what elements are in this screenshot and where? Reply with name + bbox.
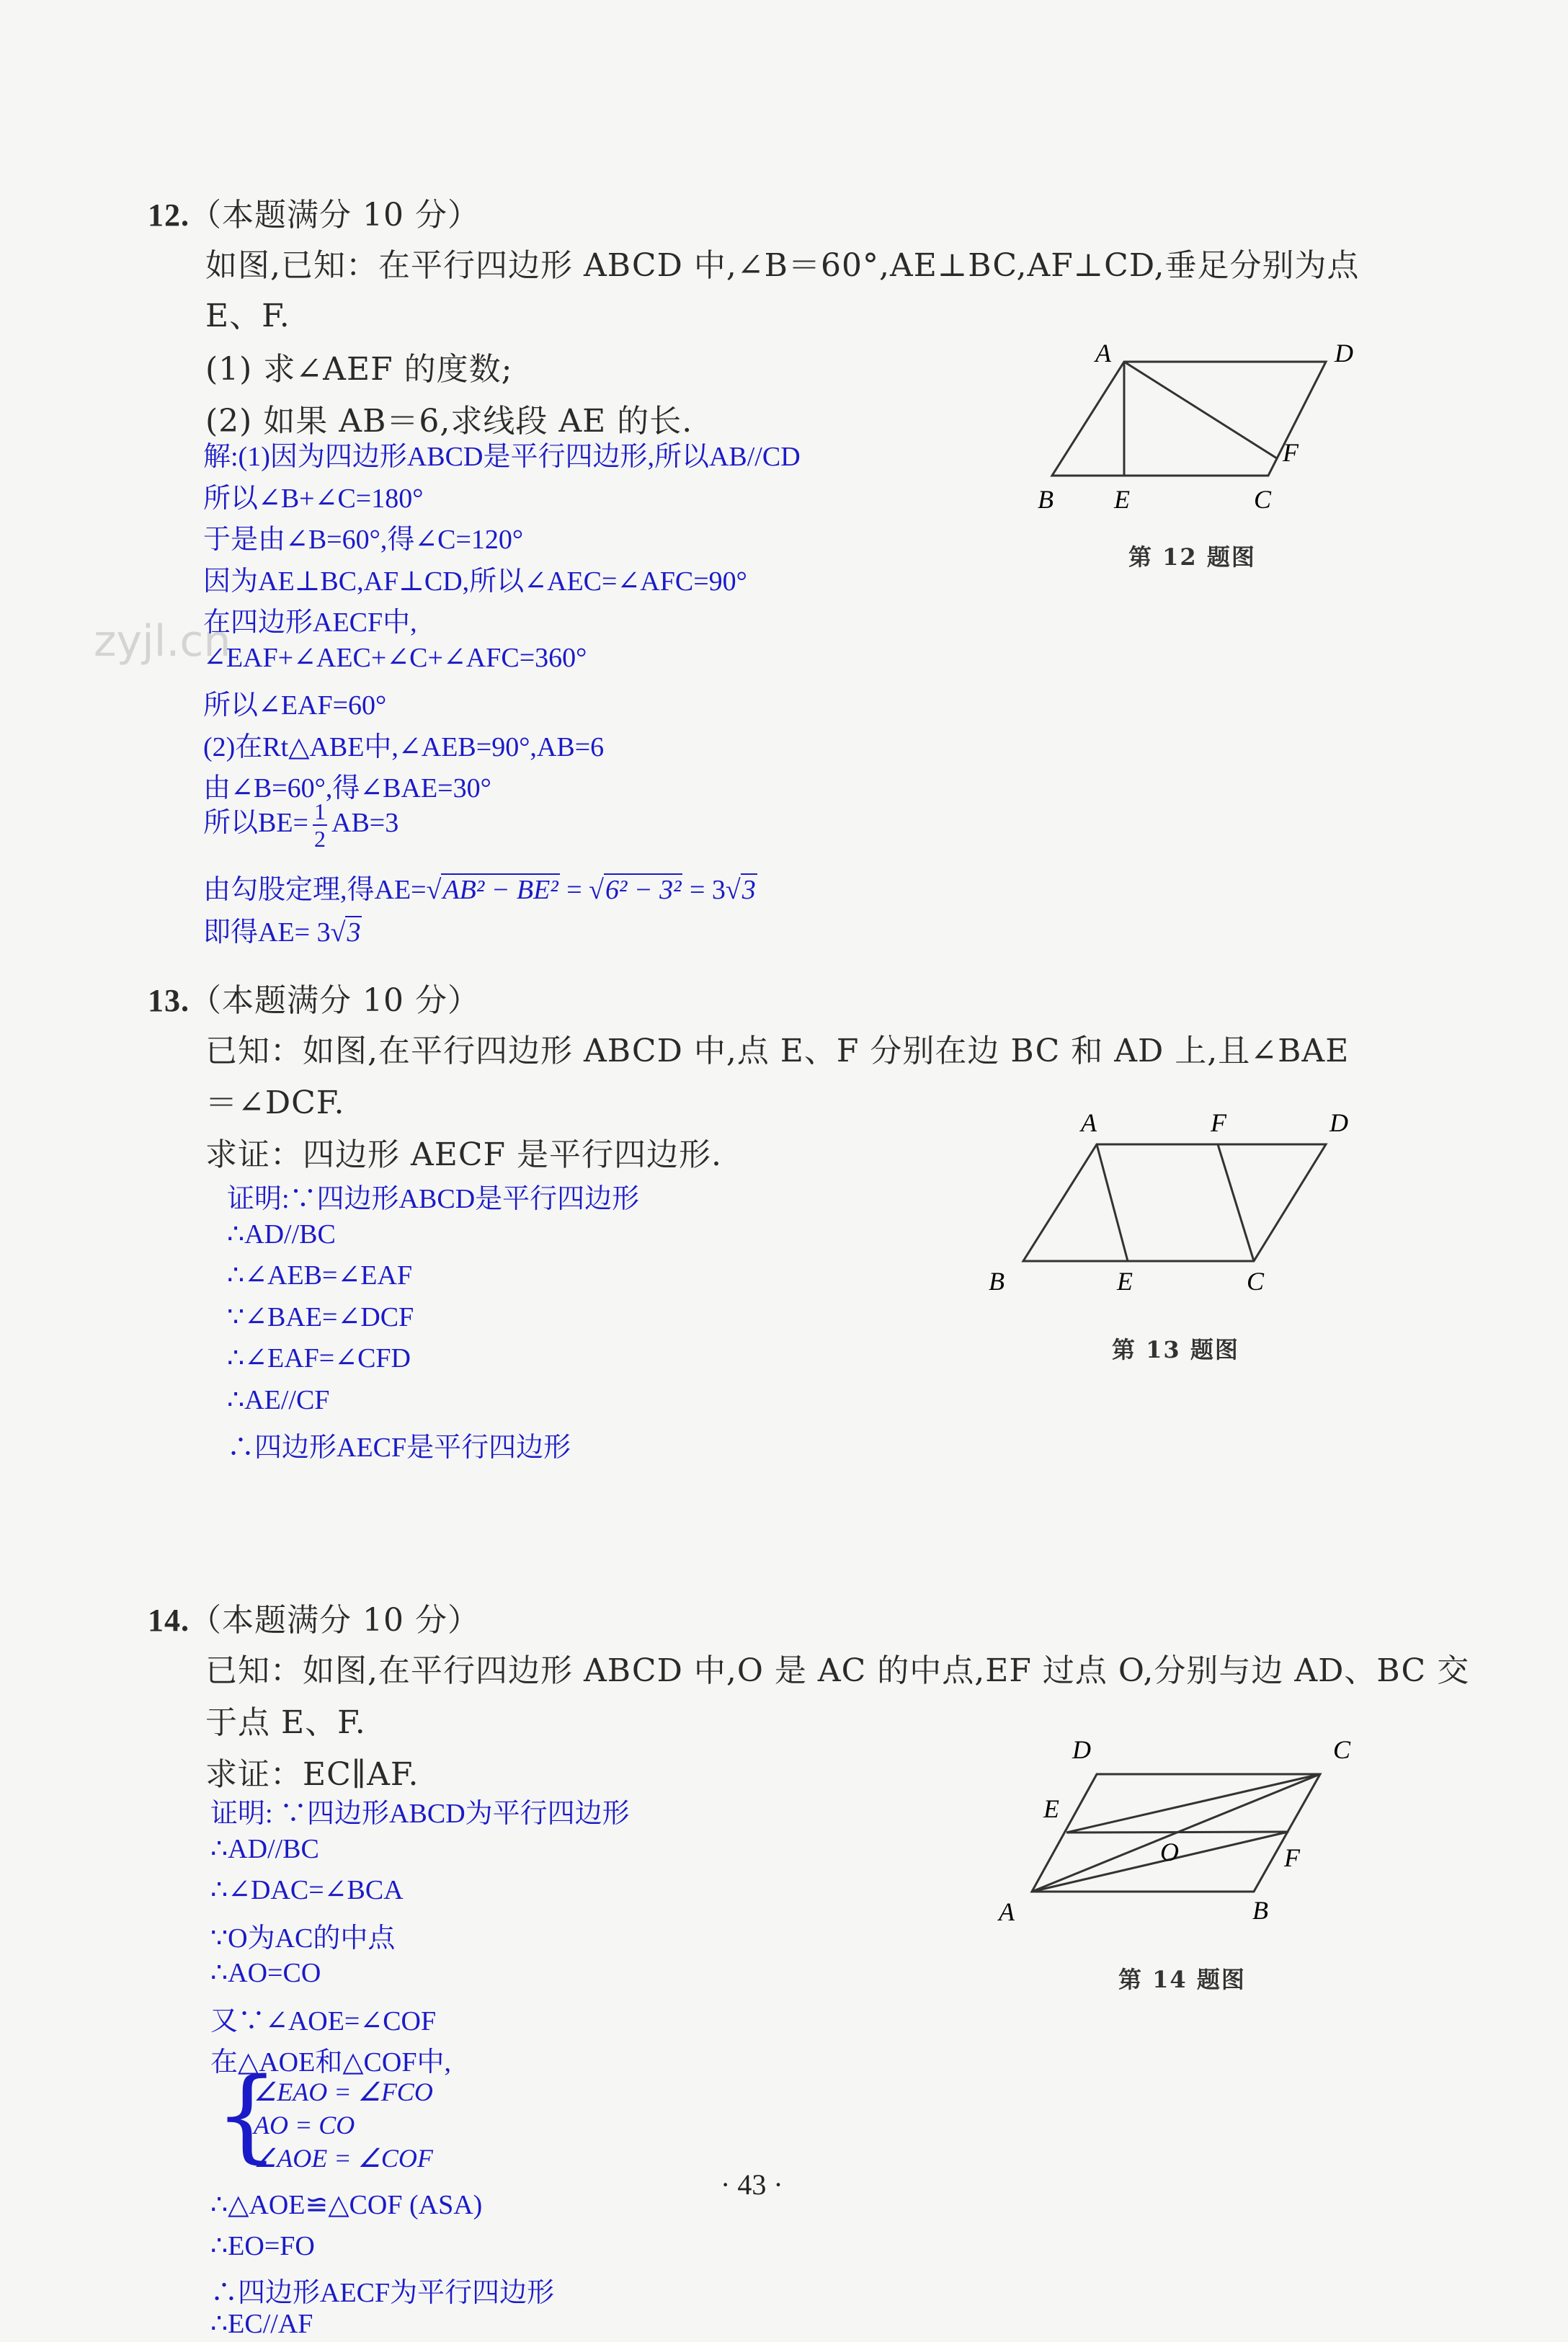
q13-sol-line5: ∴∠EAF=∠CFD	[227, 1343, 411, 1373]
q12-stem-line2: E、F.	[205, 298, 290, 334]
q12-label-d: D	[1335, 339, 1353, 368]
page-number: · 43 ·	[721, 2168, 783, 2201]
q13-score: （本题满分 10 分）	[190, 982, 480, 1019]
q14-sol-line1: 证明: ∵四边形ABCD为平行四边形	[210, 1799, 630, 1829]
q12-number: 12.	[148, 197, 190, 233]
q14-header	[148, 1594, 480, 1640]
q14-sol2-line1: ∴△AOE≌△COF (ASA)	[210, 2190, 483, 2220]
q12-part1: (1) 求∠AEF 的度数;	[205, 351, 513, 388]
q12-final-radicand: 3	[347, 917, 361, 948]
q12-label-f: F	[1283, 438, 1298, 467]
q14-figure	[987, 1737, 1376, 1946]
q13-number: 13.	[148, 983, 190, 1018]
q14-sol-line2: ∴AD//BC	[210, 1834, 319, 1864]
q12-fraction	[313, 800, 327, 850]
q13-segment-ae	[1097, 1144, 1128, 1261]
q12-sol-line12: 即得AE= 3√3	[203, 917, 361, 948]
q13-sol-line2: ∴AD//BC	[227, 1219, 336, 1250]
q14-system-brace: {	[215, 2057, 280, 2174]
q14-label-d: D	[1072, 1737, 1091, 1764]
q12-caption: 第 12 题图	[1128, 543, 1256, 571]
q12-ae-radicand1: AB² − BE²	[442, 875, 558, 905]
q14-label-f: F	[1284, 1843, 1300, 1872]
q12-fraction-denominator: 2	[314, 826, 326, 852]
q12-part2: (2) 如果 AB＝6,求线段 AE 的长.	[205, 403, 693, 440]
q13-stem-line2: ＝∠DCF.	[205, 1085, 345, 1121]
q12-sol-line2: 所以∠B+∠C=180°	[203, 484, 424, 514]
q14-sol-line7: 在△AOE和△COF中,	[210, 2047, 451, 2078]
q14-label-o: O	[1160, 1838, 1179, 1866]
q14-label-a: A	[999, 1897, 1015, 1926]
q13-stem-line1: 已知：如图,在平行四边形 ABCD 中,点 E、F 分别在边 BC 和 AD 上,且∠BAE	[205, 1033, 1350, 1069]
q13-caption: 第 13 题图	[1112, 1336, 1239, 1363]
q12-sol-line5: 在四边形AECF中,	[203, 607, 417, 638]
q14-prove: 求证：EC∥AF.	[205, 1756, 419, 1793]
q14-system-eq1: ∠EAO = ∠FCO	[254, 2078, 433, 2106]
q13-sol-line1: 证明:∵四边形ABCD是平行四边形	[227, 1184, 640, 1214]
watermark: zyjl.cn	[94, 616, 231, 667]
q13-parallelogram	[1023, 1144, 1326, 1261]
q12-stem-line1: 如图,已知：在平行四边形 ABCD 中,∠B＝60°,AE⊥BC,AF⊥CD,垂足分别为点	[205, 247, 1360, 284]
q13-sol-line7: ∴四边形AECF是平行四边形	[227, 1433, 571, 1463]
q13-label-c: C	[1247, 1267, 1265, 1296]
q12-header	[148, 189, 480, 235]
q13-label-f: F	[1211, 1110, 1226, 1137]
q12-sol-line8: (2)在Rt△ABE中,∠AEB=90°,AB=6	[203, 732, 605, 762]
q12-sol-line1: 解:(1)因为四边形ABCD是平行四边形,所以AB//CD	[203, 442, 801, 472]
q14-system-eq3: ∠AOE = ∠COF	[254, 2144, 433, 2173]
q14-label-b: B	[1252, 1896, 1268, 1925]
q12-label-b: B	[1038, 485, 1054, 514]
q12-sol-line7: 所以∠EAF=60°	[203, 690, 387, 721]
q12-ae-eq1: =	[559, 875, 589, 905]
q13-sol-line3: ∴∠AEB=∠EAF	[227, 1260, 413, 1291]
q13-label-e: E	[1117, 1267, 1133, 1296]
q14-label-e: E	[1043, 1794, 1059, 1823]
q14-sol-line6: 又∵∠AOE=∠COF	[210, 2006, 437, 2036]
q14-sol-line4: ∵O为AC的中点	[210, 1923, 396, 1954]
q13-prove: 求证：四边形 AECF 是平行四边形.	[205, 1136, 723, 1173]
q12-ae-eq2: = 3	[682, 875, 726, 905]
q13-sol-line4: ∵∠BAE=∠DCF	[227, 1302, 414, 1332]
q12-sol-line6: ∠EAF+∠AEC+∠C+∠AFC=360°	[203, 643, 587, 673]
q14-score: （本题满分 10 分）	[190, 1602, 480, 1639]
q14-stem-line1: 已知：如图,在平行四边形 ABCD 中,O 是 AC 的中点,EF 过点 O,分别与边 AD、BC 交	[205, 1652, 1470, 1689]
q14-segment-ec	[1066, 1774, 1320, 1833]
q12-sol-line10	[203, 800, 398, 850]
q13-header	[148, 974, 480, 1020]
q12-ae-prefix: 由勾股定理,得AE=	[203, 875, 427, 905]
q12-final-prefix: 即得AE= 3	[203, 917, 331, 948]
q13-label-d: D	[1329, 1110, 1348, 1137]
q14-sol2-line4: ∴EC//AF	[210, 2309, 313, 2339]
q14-sol2-line2: ∴EO=FO	[210, 2231, 315, 2261]
q14-caption: 第 14 题图	[1118, 1966, 1246, 1993]
q12-ae-radicand3: 3	[741, 875, 756, 905]
q12-fraction-numerator: 1	[314, 798, 326, 825]
q14-sol-line3: ∴∠DAC=∠BCA	[210, 1875, 404, 1905]
q14-segment-ef	[1066, 1832, 1288, 1833]
q14-sol2-line3: ∴四边形AECF为平行四边形	[210, 2278, 555, 2308]
q14-number: 14.	[148, 1603, 190, 1638]
q14-stem-line2: 于点 E、F.	[205, 1704, 366, 1741]
q12-label-c: C	[1254, 485, 1272, 514]
q12-sol-line4: 因为AE⊥BC,AF⊥CD,所以∠AEC=∠AFC=90°	[203, 566, 747, 597]
q14-sol-line5: ∴AO=CO	[210, 1958, 321, 1988]
q12-label-e: E	[1114, 485, 1130, 514]
q12-figure	[1023, 331, 1398, 548]
q12-segment-af	[1124, 362, 1277, 458]
q13-label-a: A	[1081, 1110, 1097, 1137]
q13-figure	[980, 1110, 1369, 1304]
q13-sol-line6: ∴AE//CF	[227, 1385, 330, 1415]
q12-score: （本题满分 10 分）	[190, 197, 480, 233]
q12-sol-line3: 于是由∠B=60°,得∠C=120°	[203, 525, 524, 555]
q12-ae-radicand2: 6² − 3²	[605, 875, 682, 905]
q12-be-prefix: 所以BE=	[203, 808, 308, 838]
q14-system-eq2: AO = CO	[254, 2111, 355, 2140]
q12-sol-line11: 由勾股定理,得AE=√AB² − BE² = √6² − 3² = 3√3	[203, 875, 756, 905]
q13-segment-fc	[1218, 1144, 1254, 1261]
q12-label-a: A	[1095, 339, 1111, 368]
q12-be-suffix: AB=3	[331, 808, 399, 838]
q14-label-c: C	[1333, 1737, 1351, 1764]
q12-sol-line9: 由∠B=60°,得∠BAE=30°	[203, 773, 491, 803]
q13-label-b: B	[989, 1267, 1004, 1296]
